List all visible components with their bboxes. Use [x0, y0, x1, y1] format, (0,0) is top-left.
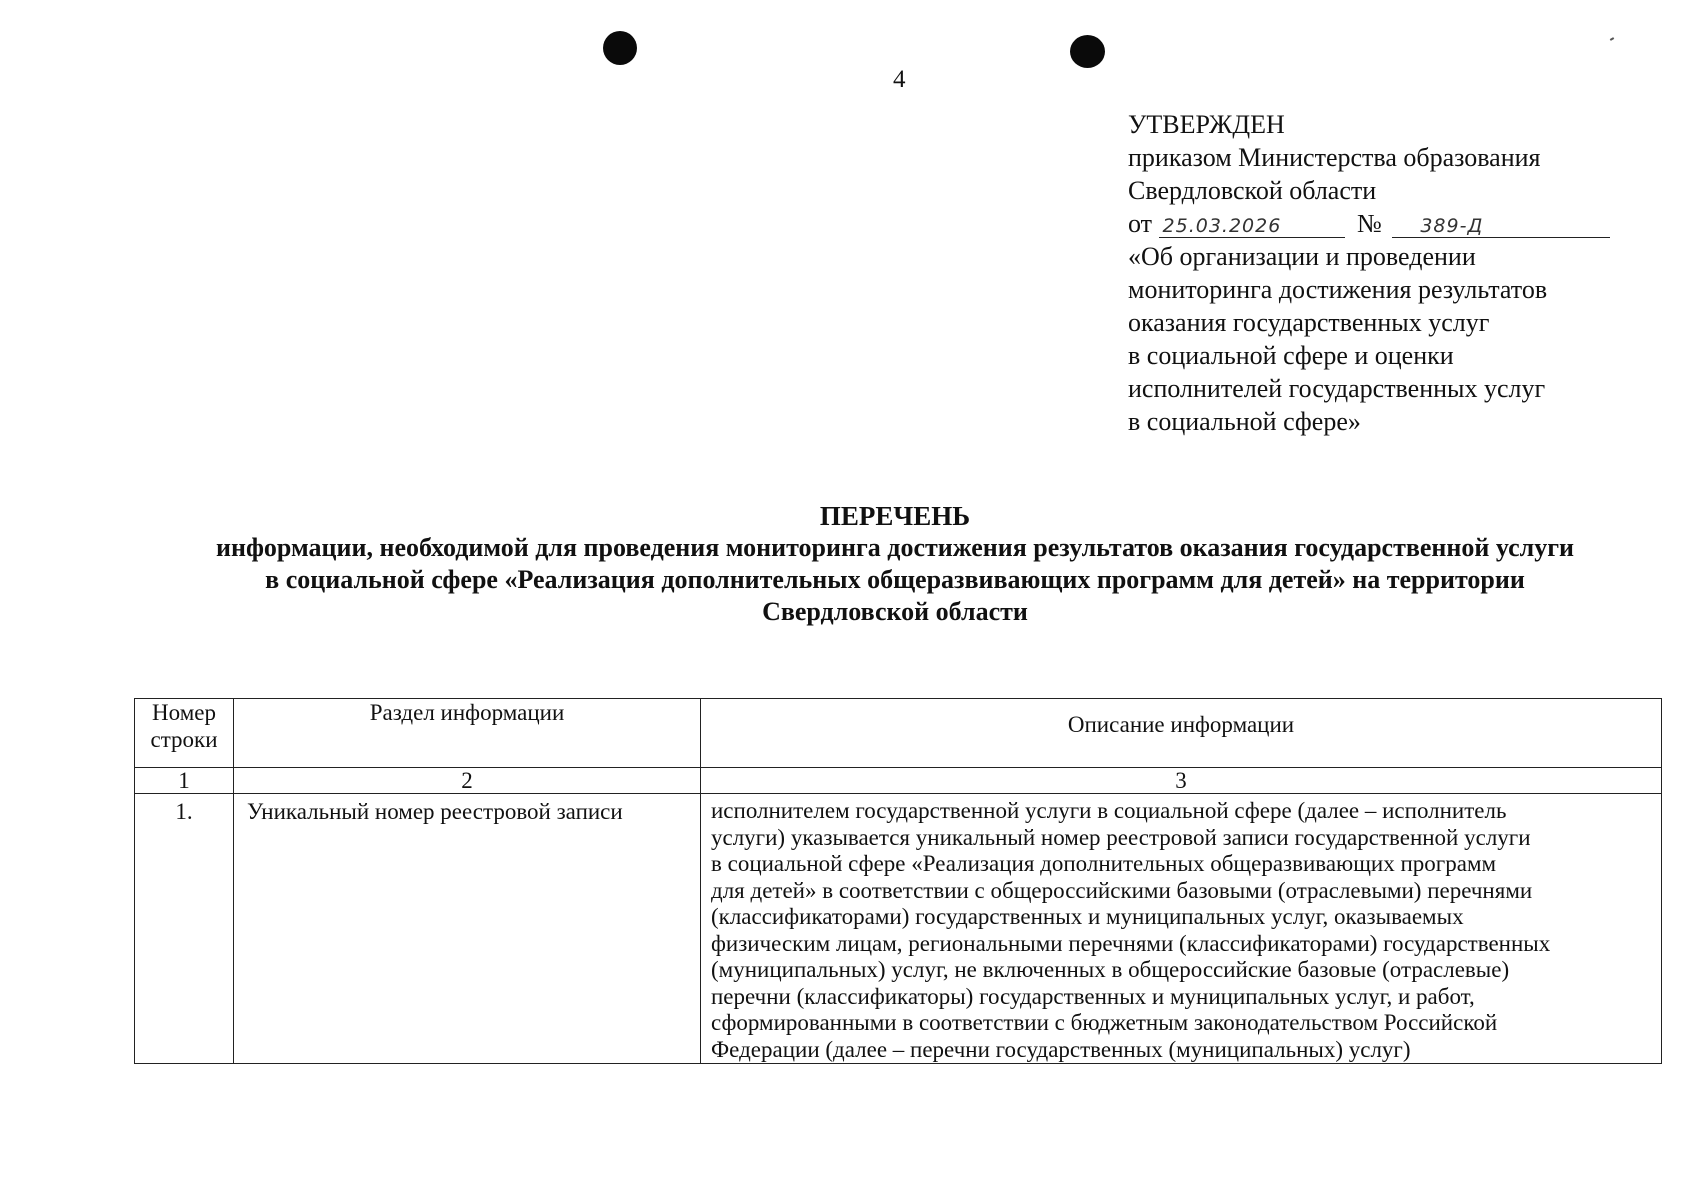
description-line: (классификаторами) государственных и муниципальных услуг, оказываемых: [711, 904, 1464, 929]
header-description: Описание информации: [701, 699, 1662, 768]
table-row: [135, 794, 1662, 1064]
scan-speck: [1610, 37, 1614, 41]
title-line: в социальной сфере «Реализация дополнительных общеразвивающих программ для детей» на территории: [265, 565, 1525, 594]
description-line: физическим лицам, региональными перечнями (классификаторами) государственных: [711, 930, 1551, 956]
approval-line: приказом Министерства образования: [1128, 143, 1541, 172]
title-line: информации, необходимой для проведения мониторинга достижения результатов оказания государственной услуги: [215, 533, 1574, 562]
approval-line: «Об организации и проведении: [1128, 242, 1476, 271]
page-number: 4: [893, 66, 906, 93]
column-numbering-row: [135, 768, 1662, 794]
header-text: строки: [150, 727, 218, 752]
information-table: [134, 698, 1662, 1064]
description-line: перечни (классификаторы) государственных и муниципальных услуг, и работ,: [711, 983, 1475, 1009]
approval-date-number-line: [1128, 207, 1610, 240]
description-line: для детей» в соответствии с общероссийскими базовыми (отраслевыми) перечнями: [711, 877, 1533, 903]
approval-stamp-block: [1128, 108, 1610, 438]
column-number: 2: [234, 768, 701, 794]
column-number: 1: [135, 768, 234, 794]
punch-hole-mark: [603, 31, 637, 65]
handwritten-date: 25.03.2026: [1159, 215, 1345, 238]
header-row-number: [135, 699, 234, 768]
approval-line: оказания государственных услуг: [1128, 308, 1490, 337]
description-line: в социальной сфере «Реализация дополнительных общеразвивающих программ: [711, 851, 1497, 876]
description-line: Федерации (далее – перечни государственных (муниципальных) услуг): [711, 1036, 1411, 1062]
approval-line: в социальной сфере»: [1128, 407, 1361, 436]
row-description: [701, 794, 1662, 1064]
title-heading: ПЕРЕЧЕНЬ: [819, 501, 971, 531]
table-header-row: [135, 699, 1662, 768]
description-line: услуги) указывается уникальный номер реестровой записи государственной услуги: [711, 824, 1531, 850]
header-section: Раздел информации: [234, 699, 701, 768]
column-number: 3: [701, 768, 1662, 794]
approval-line: мониторинга достижения результатов: [1128, 275, 1548, 304]
approval-line: Свердловской области: [1128, 176, 1377, 205]
row-section: Уникальный номер реестровой записи: [234, 794, 701, 1064]
approval-line: в социальной сфере и оценки: [1128, 341, 1454, 370]
handwritten-order-number: 389-Д: [1392, 215, 1610, 238]
title-line: Свердловской области: [762, 597, 1028, 626]
description-line: исполнителем государственной услуги в социальной сфере (далее – исполнитель: [711, 798, 1507, 823]
document-title: [110, 500, 1680, 628]
description-line: (муниципальных) услуг, не включенных в общероссийские базовые (отраслевые): [711, 957, 1510, 982]
approval-line: исполнителей государственных услуг: [1128, 374, 1546, 403]
date-prefix: от: [1128, 209, 1153, 238]
row-number: 1.: [135, 794, 234, 1064]
punch-hole-mark: [1070, 35, 1105, 68]
header-text: Номер: [152, 700, 216, 725]
number-prefix: №: [1357, 209, 1382, 238]
approval-heading: УТВЕРЖДЕН: [1128, 110, 1285, 139]
description-line: сформированными в соответствии с бюджетным законодательством Российской: [711, 1010, 1498, 1035]
